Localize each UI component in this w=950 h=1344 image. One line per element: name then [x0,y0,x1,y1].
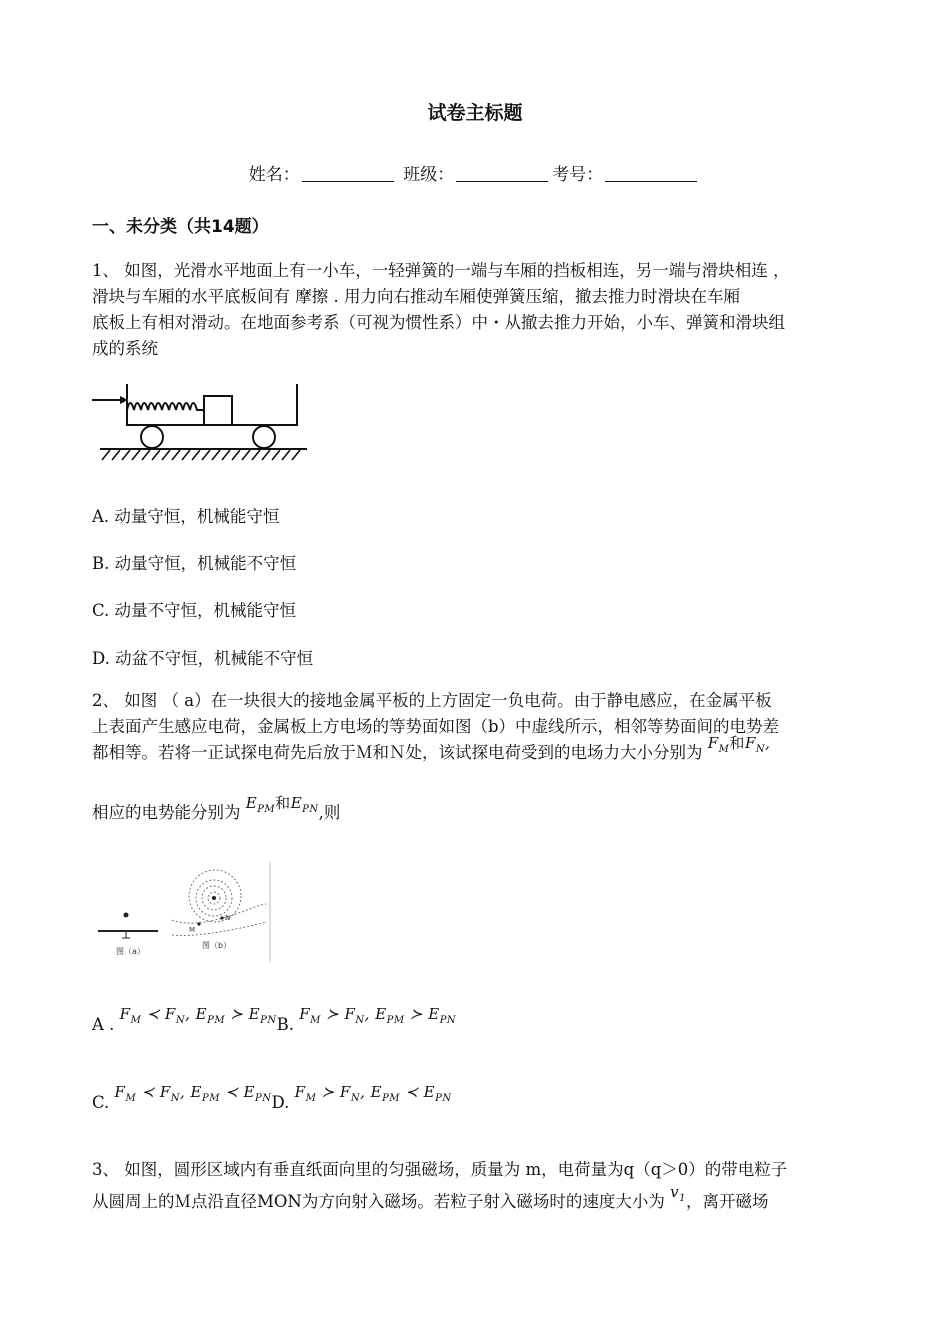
q2-line: 2、 如图 （ a）在一块很大的接地金属平板的上方固定一负电荷。由于静电感应，在金属平板 [92,691,772,710]
fig-a-label: 图（a） [116,947,145,956]
q2-line4-prefix: 相应的电势能分别为 [92,803,241,822]
q2-option-d-label: D. [271,1093,290,1112]
name-blank [302,165,394,182]
q3-line-text: 从圆周上的Ｍ点沿直径MON为方向射入磁场。若粒子射入磁场时的速度大小为 [92,1192,665,1211]
name-label: 姓名： [248,165,300,185]
q2-options-ab [92,1005,457,1036]
q2-option-a-formula: $F_M$ ≺ $F_N$, $E_{PM}$ ≻ $E_{PN}$ [119,1005,277,1026]
fig-m-label: M [189,926,196,934]
q2-option-b-label: B. [276,1015,294,1034]
page-title: 试卷主标题 [427,102,523,124]
q2-line-text: 都相等。若将一正试探电荷先后放于Ｍ和Ｎ处，该试探电荷受到的电场力大小分别为 [92,743,703,762]
q1-cart-figure [92,380,312,470]
student-info-line [0,160,950,185]
fig-b-label: 图（b） [202,941,232,950]
q2-line [92,734,872,773]
q1-option-c: C. 动量不守恒，机械能守恒 [92,601,297,620]
id-label: 考号： [552,165,604,185]
q3-text [92,1157,872,1222]
q2-line: 上表面产生感应电荷，金属板上方电场的等势面如图（b）中虚线所示，相邻等势面间的电势差 [92,717,780,736]
q1-line: 1、 如图，光滑水平地面上有一小车，一轻弹簧的一端与车厢的挡板相连，另一端与滑块相连 ， [92,261,790,280]
q3-line-suffix: ，离开磁场 [685,1192,769,1211]
q1-line: 滑块与车厢的水平底板间有 摩擦 . 用力向右推动车厢使弹簧压缩，撤去推力时滑块在车厢 [92,287,740,306]
q1-option-a: A. 动量守恒，机械能守恒 [92,507,280,526]
q2-options-cd [92,1083,452,1114]
q2-line4-suffix: ,则 [318,803,341,822]
class-blank [456,165,548,182]
q2-option-a-label: A . [92,1015,115,1034]
q2-field-figure [92,860,282,965]
section-title: 一、未分类（共14题） [92,217,269,237]
fig-n-label: N [225,914,231,922]
class-label: 班级： [403,165,455,185]
q3-line: 3、 如图，圆形区域内有垂直纸面向里的匀强磁场，质量为 m，电荷量为q（q＞0）的带电粒子 [92,1160,788,1179]
q1-text [92,258,872,362]
q2-force-formula: $F_M$和$F_N$, [707,734,771,755]
q1-line: 成的系统 [92,339,158,358]
q2-line4 [92,794,872,833]
q2-option-c-label: C. [92,1093,110,1112]
q2-option-b-formula: $F_M$ ≻ $F_N$, $E_{PM}$ ≻ $E_{PN}$ [299,1005,457,1026]
q2-option-c-formula: $F_M$ ≺ $F_N$, $E_{PM}$ ≺ $E_{PN}$ [114,1083,272,1104]
q1-option-d: D. 动盆不守恒，机械能不守恒 [92,649,314,668]
id-blank [605,165,697,182]
q3-velocity-symbol: $v_1$ [670,1183,686,1204]
q2-option-d-formula: $F_M$ ≻ $F_N$, $E_{PM}$ ≺ $E_{PN}$ [294,1083,452,1104]
q2-text [92,688,872,773]
q3-line [92,1183,872,1222]
q1-line: 底板上有相对滑动。在地面参考系（可视为惯性系）中・从撤去推力开始，小车、弹簧和滑块组 [92,313,785,332]
q1-option-b: B. 动量守恒，机械能不守恒 [92,554,297,573]
q2-energy-formula: $E_{PM}$和$E_{PN}$ [245,794,319,815]
